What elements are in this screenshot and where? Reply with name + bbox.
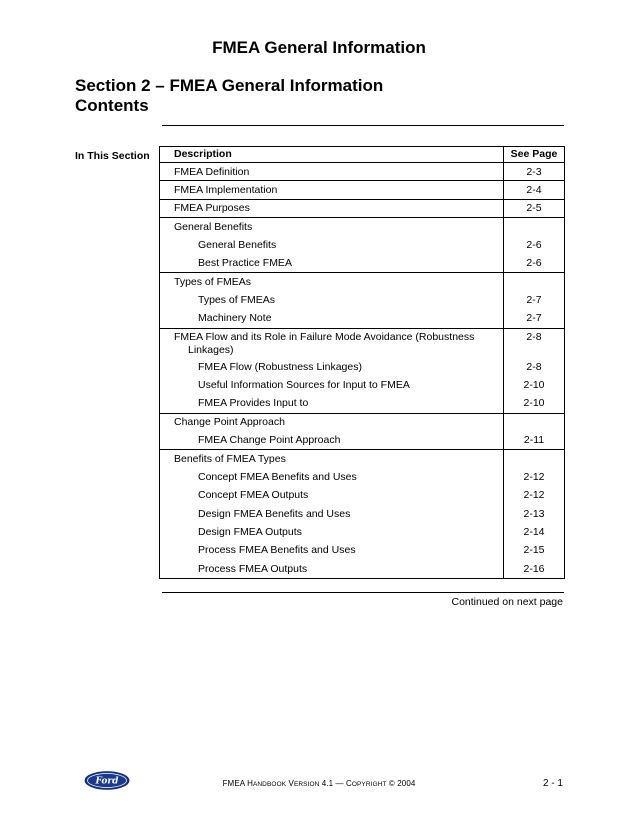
row-description-text: Design FMEA Outputs (198, 526, 302, 539)
row-description (160, 199, 504, 217)
page-header-title: FMEA General Information (212, 38, 426, 57)
row-description (160, 291, 504, 309)
table-row (160, 487, 565, 505)
row-description (160, 505, 504, 523)
table-row (160, 254, 565, 272)
table-row (160, 524, 565, 542)
row-description (160, 254, 504, 272)
row-page: 2-12 (504, 487, 565, 505)
row-description (160, 310, 504, 328)
page-number: 2 - 1 (542, 778, 563, 789)
footer-text: FMEA HANDBOOK VERSION 4.1 — COPYRIGHT © 2004 (222, 779, 416, 788)
table-row (160, 310, 565, 328)
row-page (504, 450, 565, 468)
row-description-text: Useful Information Sources for Input to FMEA (198, 378, 410, 391)
row-page: 2-5 (504, 199, 565, 217)
table-row (160, 181, 565, 199)
row-description-text: FMEA Purposes (174, 202, 250, 215)
row-description-text: Process FMEA Benefits and Uses (198, 544, 356, 557)
row-description-text: Machinery Note (198, 312, 272, 325)
section-title (75, 76, 383, 116)
row-page: 2-4 (504, 181, 565, 199)
row-page: 2-7 (504, 291, 565, 309)
row-description (160, 487, 504, 505)
table-row (160, 328, 565, 358)
row-page: 2-10 (504, 376, 565, 394)
row-page: 2-3 (504, 163, 565, 181)
row-description (160, 468, 504, 486)
row-description (160, 358, 504, 376)
row-description (160, 376, 504, 394)
row-description-text: FMEA Definition (174, 165, 250, 178)
contents-table (159, 146, 565, 579)
row-description-text: FMEA Flow and its Role in Failure Mode Avoidance (Robustness Linkages) (174, 331, 475, 357)
table-row (160, 236, 565, 254)
top-rule (162, 125, 564, 126)
row-page: 2-14 (504, 524, 565, 542)
side-label: In This Section (75, 150, 150, 162)
row-page: 2-12 (504, 468, 565, 486)
table-row (160, 542, 565, 560)
table-row (160, 199, 565, 217)
row-description-text: Types of FMEAs (174, 275, 252, 288)
row-page (504, 273, 565, 291)
row-page: 2-10 (504, 395, 565, 413)
row-page (504, 413, 565, 431)
section-title-line2: Contents (75, 96, 149, 115)
table-row (160, 291, 565, 309)
table-header-row (160, 147, 565, 163)
see-page-header: See Page (504, 147, 565, 163)
row-page: 2-8 (504, 328, 565, 358)
section-title-line1: Section 2 – FMEA General Information (75, 76, 384, 95)
row-page: 2-13 (504, 505, 565, 523)
description-header: Description (160, 147, 504, 163)
table-row (160, 163, 565, 181)
table-row (160, 468, 565, 486)
row-page: 2-6 (504, 236, 565, 254)
row-description-text: FMEA Flow (Robustness Linkages) (198, 360, 362, 373)
row-description-text: Process FMEA Outputs (198, 562, 308, 575)
row-description (160, 218, 504, 236)
row-description-text: FMEA Implementation (174, 183, 278, 196)
table-row (160, 450, 565, 468)
table-row (160, 358, 565, 376)
row-description (160, 432, 504, 450)
row-page: 2-8 (504, 358, 565, 376)
ford-logo-text: Ford (95, 776, 119, 787)
row-description-text: Concept FMEA Benefits and Uses (198, 470, 357, 483)
table-row (160, 432, 565, 450)
row-page: 2-6 (504, 254, 565, 272)
row-description-text: Benefits of FMEA Types (174, 452, 286, 465)
row-description (160, 524, 504, 542)
bottom-rule (162, 592, 564, 593)
table-row (160, 395, 565, 413)
table-row (160, 560, 565, 578)
row-page: 2-16 (504, 560, 565, 578)
row-page: 2-11 (504, 432, 565, 450)
row-description-text: Design FMEA Benefits and Uses (198, 507, 351, 520)
row-description (160, 542, 504, 560)
row-description (160, 273, 504, 291)
row-page: 2-15 (504, 542, 565, 560)
row-description-text: FMEA Change Point Approach (198, 434, 341, 447)
table-row (160, 273, 565, 291)
table-row (160, 505, 565, 523)
table-row (160, 376, 565, 394)
row-description (160, 328, 504, 358)
row-description-text: Best Practice FMEA (198, 256, 292, 269)
row-description-text: Concept FMEA Outputs (198, 489, 309, 502)
row-description (160, 413, 504, 431)
row-description (160, 395, 504, 413)
row-description (160, 181, 504, 199)
row-page: 2-7 (504, 310, 565, 328)
row-description (160, 163, 504, 181)
continued-note: Continued on next page (451, 596, 563, 608)
row-description-text: General Benefits (174, 220, 253, 233)
row-description-text: FMEA Provides Input to (198, 397, 309, 410)
table-row (160, 218, 565, 236)
row-page (504, 218, 565, 236)
row-description (160, 236, 504, 254)
table-row (160, 413, 565, 431)
row-description (160, 560, 504, 578)
row-description-text: Change Point Approach (174, 416, 285, 429)
row-description-text: Types of FMEAs (198, 293, 276, 306)
row-description-text: General Benefits (198, 238, 277, 251)
row-description (160, 450, 504, 468)
